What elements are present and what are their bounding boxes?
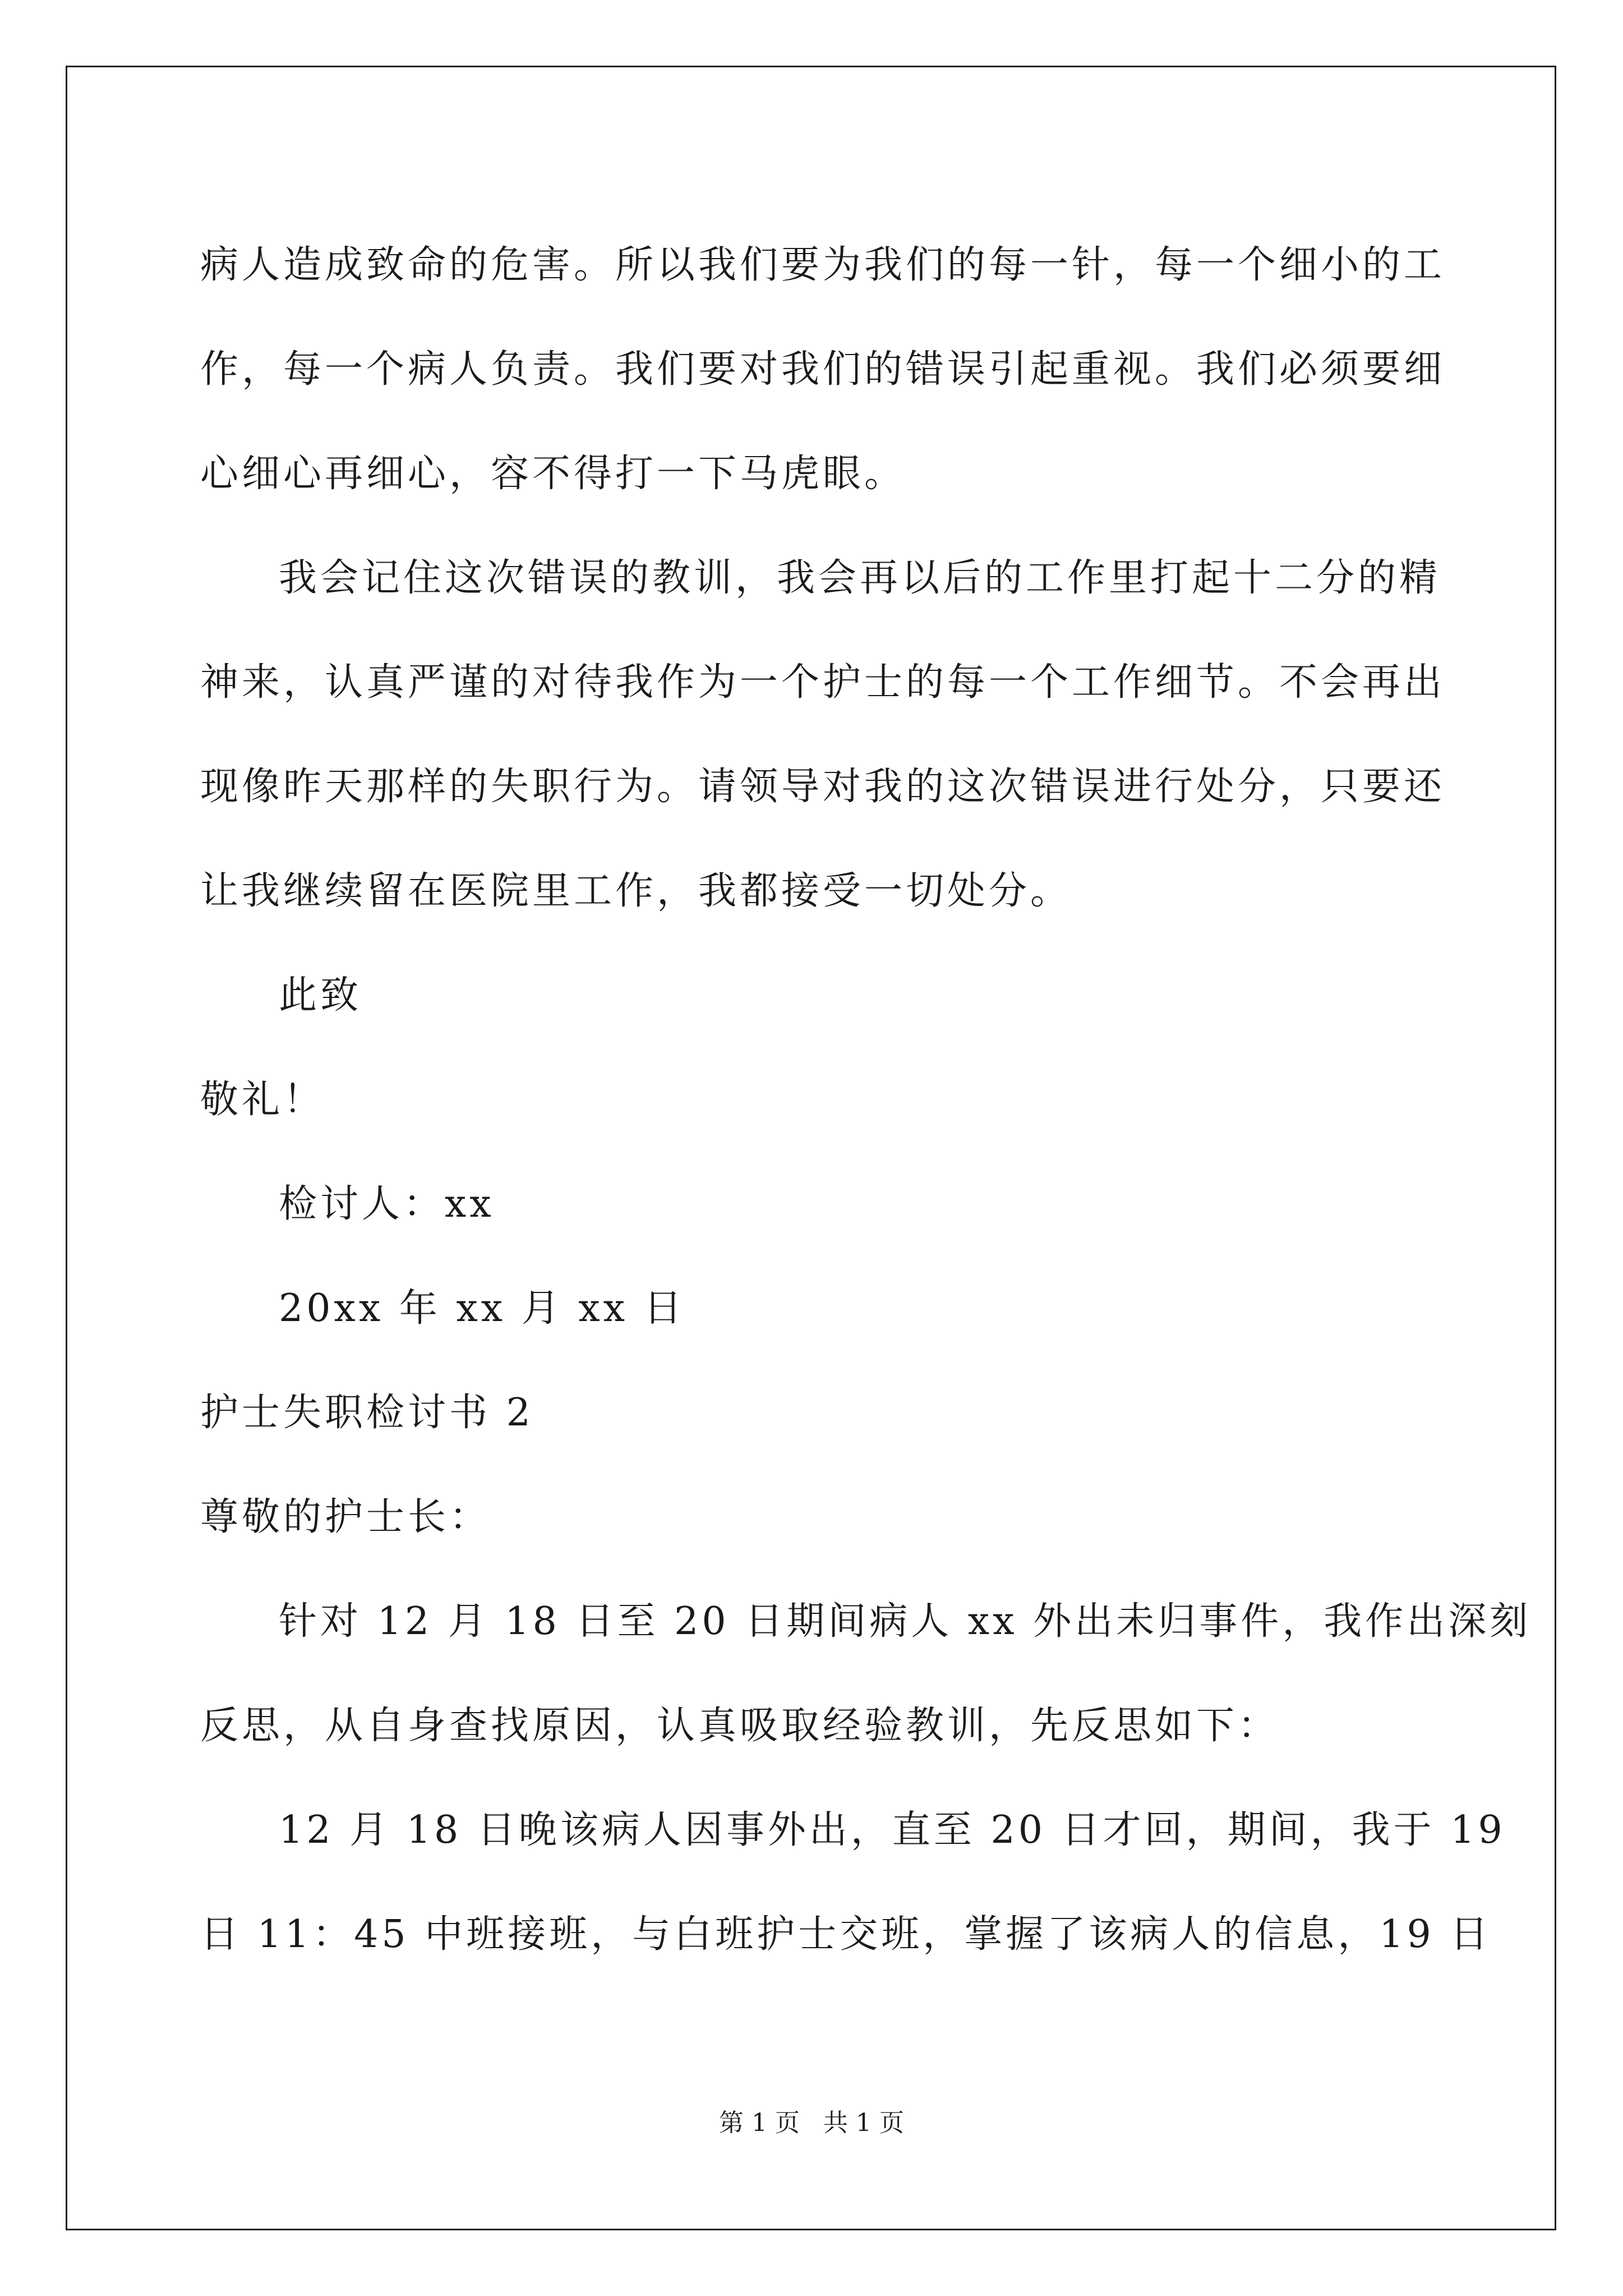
section-title: 护士失职检讨书 2 xyxy=(200,1391,534,1435)
page-number: 第 1 页 共 1 页 xyxy=(719,2109,904,2137)
body-line: 12 月 18 日晚该病人因事外出，直至 20 日才回，期间，我于 19 xyxy=(279,1808,1506,1852)
greeting-line: 尊敬的护士长： xyxy=(200,1495,491,1539)
salutation-regards: 敬礼！ xyxy=(200,1078,325,1122)
salutation-closing: 此致 xyxy=(279,973,362,1018)
body-line: 针对 12 月 18 日至 20 日期间病人 xx 外出未归事件，我作出深刻 xyxy=(279,1599,1532,1644)
body-line: 现像昨天那样的失职行为。请领导对我的这次错误进行处分，只要还 xyxy=(200,765,1446,809)
body-line: 心细心再细心，容不得打一下马虎眼。 xyxy=(200,452,906,496)
body-line: 作，每一个病人负责。我们要对我们的错误引起重视。我们必须要细 xyxy=(200,347,1446,392)
document-body xyxy=(200,213,1532,1987)
body-line: 让我继续留在医院里工作，我都接受一切处分。 xyxy=(200,869,1072,913)
signature-line: 检讨人：xx xyxy=(279,1182,495,1226)
body-line: 日 11：45 中班接班，与白班护士交班，掌握了该病人的信息，19 日 xyxy=(200,1912,1492,1957)
body-line: 神来，认真严谨的对待我作为一个护士的每一个工作细节。不会再出 xyxy=(200,660,1446,705)
body-line: 反思，从自身查找原因，认真吸取经验教训，先反思如下： xyxy=(200,1704,1280,1748)
page-footer xyxy=(0,2106,1623,2140)
body-line: 病人造成致命的危害。所以我们要为我们的每一针，每一个细小的工 xyxy=(200,243,1446,287)
body-line: 我会记住这次错误的教训，我会再以后的工作里打起十二分的精 xyxy=(279,556,1441,600)
date-line: 20xx 年 xx 月 xx 日 xyxy=(279,1286,685,1331)
